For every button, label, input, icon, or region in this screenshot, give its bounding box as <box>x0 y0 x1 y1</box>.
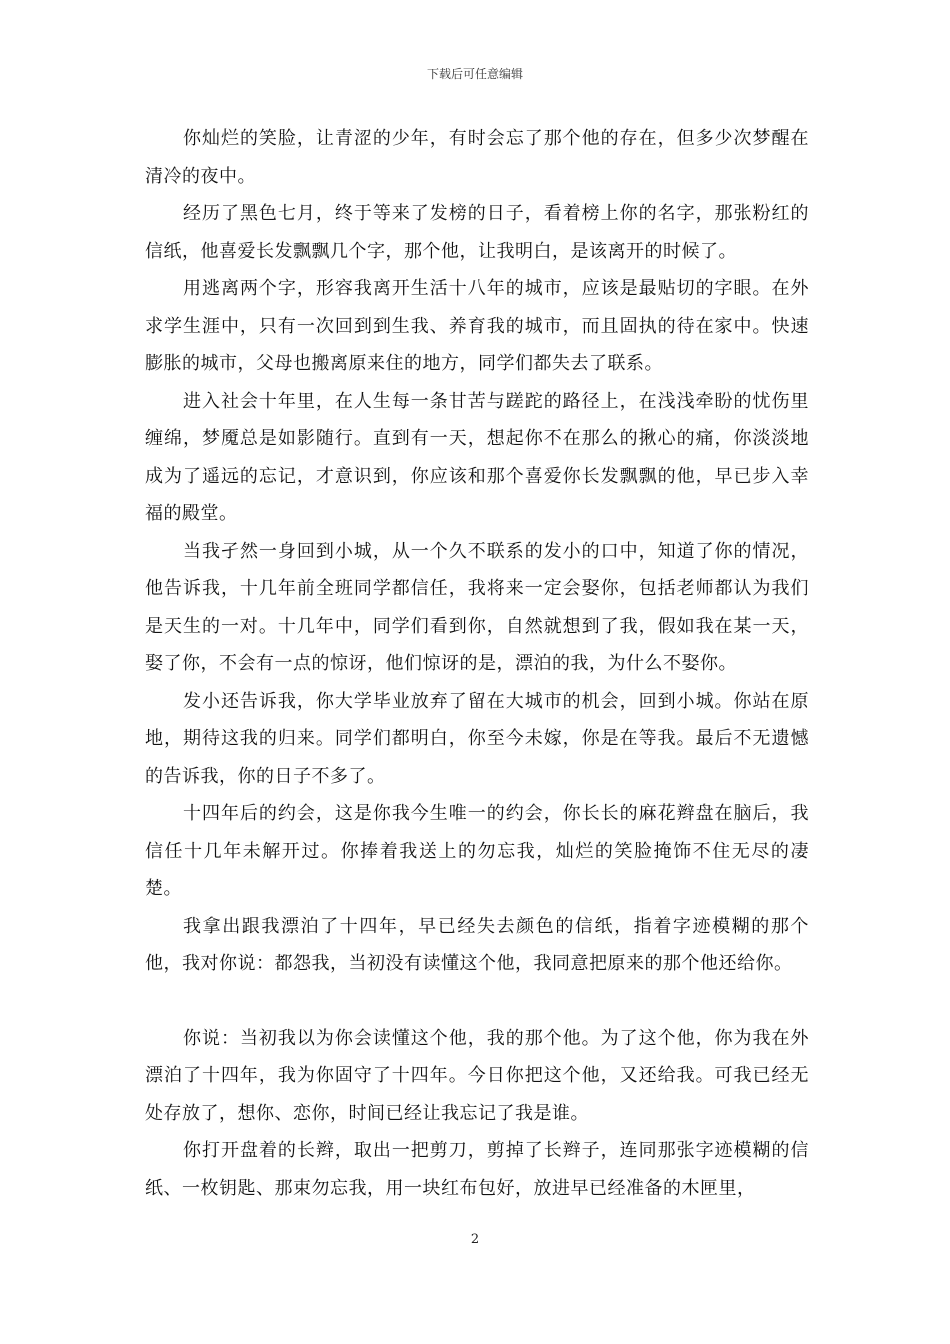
paragraph: 发小还告诉我，你大学毕业放弃了留在大城市的机会，回到小城。你站在原地，期待这我的归来。同学们都明白，你至今未嫁，你是在等我。最后不无遗憾的告诉我，你的日子不多了。 <box>145 690 809 787</box>
page-number: 2 <box>470 1232 480 1247</box>
page-header: 下载后可任意编辑 <box>426 67 523 81</box>
paragraph: 你灿烂的笑脸，让青涩的少年，有时会忘了那个他的存在，但多少次梦醒在清冷的夜中。 <box>145 128 809 187</box>
paragraph: 经历了黑色七月，终于等来了发榜的日子，看着榜上你的名字，那张粉红的信纸，他喜爱长发飘飘几个字，那个他，让我明白，是该离开的时候了。 <box>145 203 809 262</box>
paragraph: 我拿出跟我漂泊了十四年，早已经失去颜色的信纸，指着字迹模糊的那个他，我对你说：都怨我，当初没有读懂这个他，我同意把原来的那个他还给你。 <box>145 915 809 974</box>
paragraph: 用逃离两个字，形容我离开生活十八年的城市，应该是最贴切的字眼。在外求学生涯中，只有一次回到到生我、养育我的城市，而且固执的待在家中。快速膨胀的城市，父母也搬离原来住的地方，同学们都失去了联系。 <box>145 278 809 374</box>
paragraph: 进入社会十年里，在人生每一条甘苦与蹉跎的路径上，在浅浅牵盼的忧伤里缠绵，梦魇总是如影随行。直到有一天，想起你不在那么的揪心的痛，你淡淡地成为了遥远的忘记，才意识到，你应该和那个喜爱你长发飘飘的他，早已步入幸福的殿堂。 <box>145 390 809 524</box>
paragraph: 你说：当初我以为你会读懂这个他，我的那个他。为了这个他，你为我在外漂泊了十四年，我为你固守了十四年。今日你把这个他，又还给我。可我已经无处存放了，想你、恋你，时间已经让我忘记了我是谁。 <box>145 1027 809 1124</box>
paragraph: 当我孑然一身回到小城，从一个久不联系的发小的口中，知道了你的情况，他告诉我，十几年前全班同学都信任，我将来一定会娶你，包括老师都认为我们是天生的一对。十几年中，同学们看到你，自然就想到了我，假如我在某一天，娶了你，不会有一点的惊讶，他们惊讶的是，漂泊的我，为什么不娶你。 <box>145 540 809 674</box>
body-text <box>145 120 809 1207</box>
paragraph: 十四年后的约会，这是你我今生唯一的约会，你长长的麻花辫盘在脑后，我信任十几年未解开过。你捧着我送上的勿忘我，灿烂的笑脸掩饰不住无尽的凄楚。 <box>145 803 809 899</box>
paragraph: 你打开盘着的长辫，取出一把剪刀，剪掉了长辫子，连同那张字迹模糊的信纸、一枚钥匙、那束勿忘我，用一块红布包好，放进早已经准备的木匣里， <box>145 1140 809 1199</box>
